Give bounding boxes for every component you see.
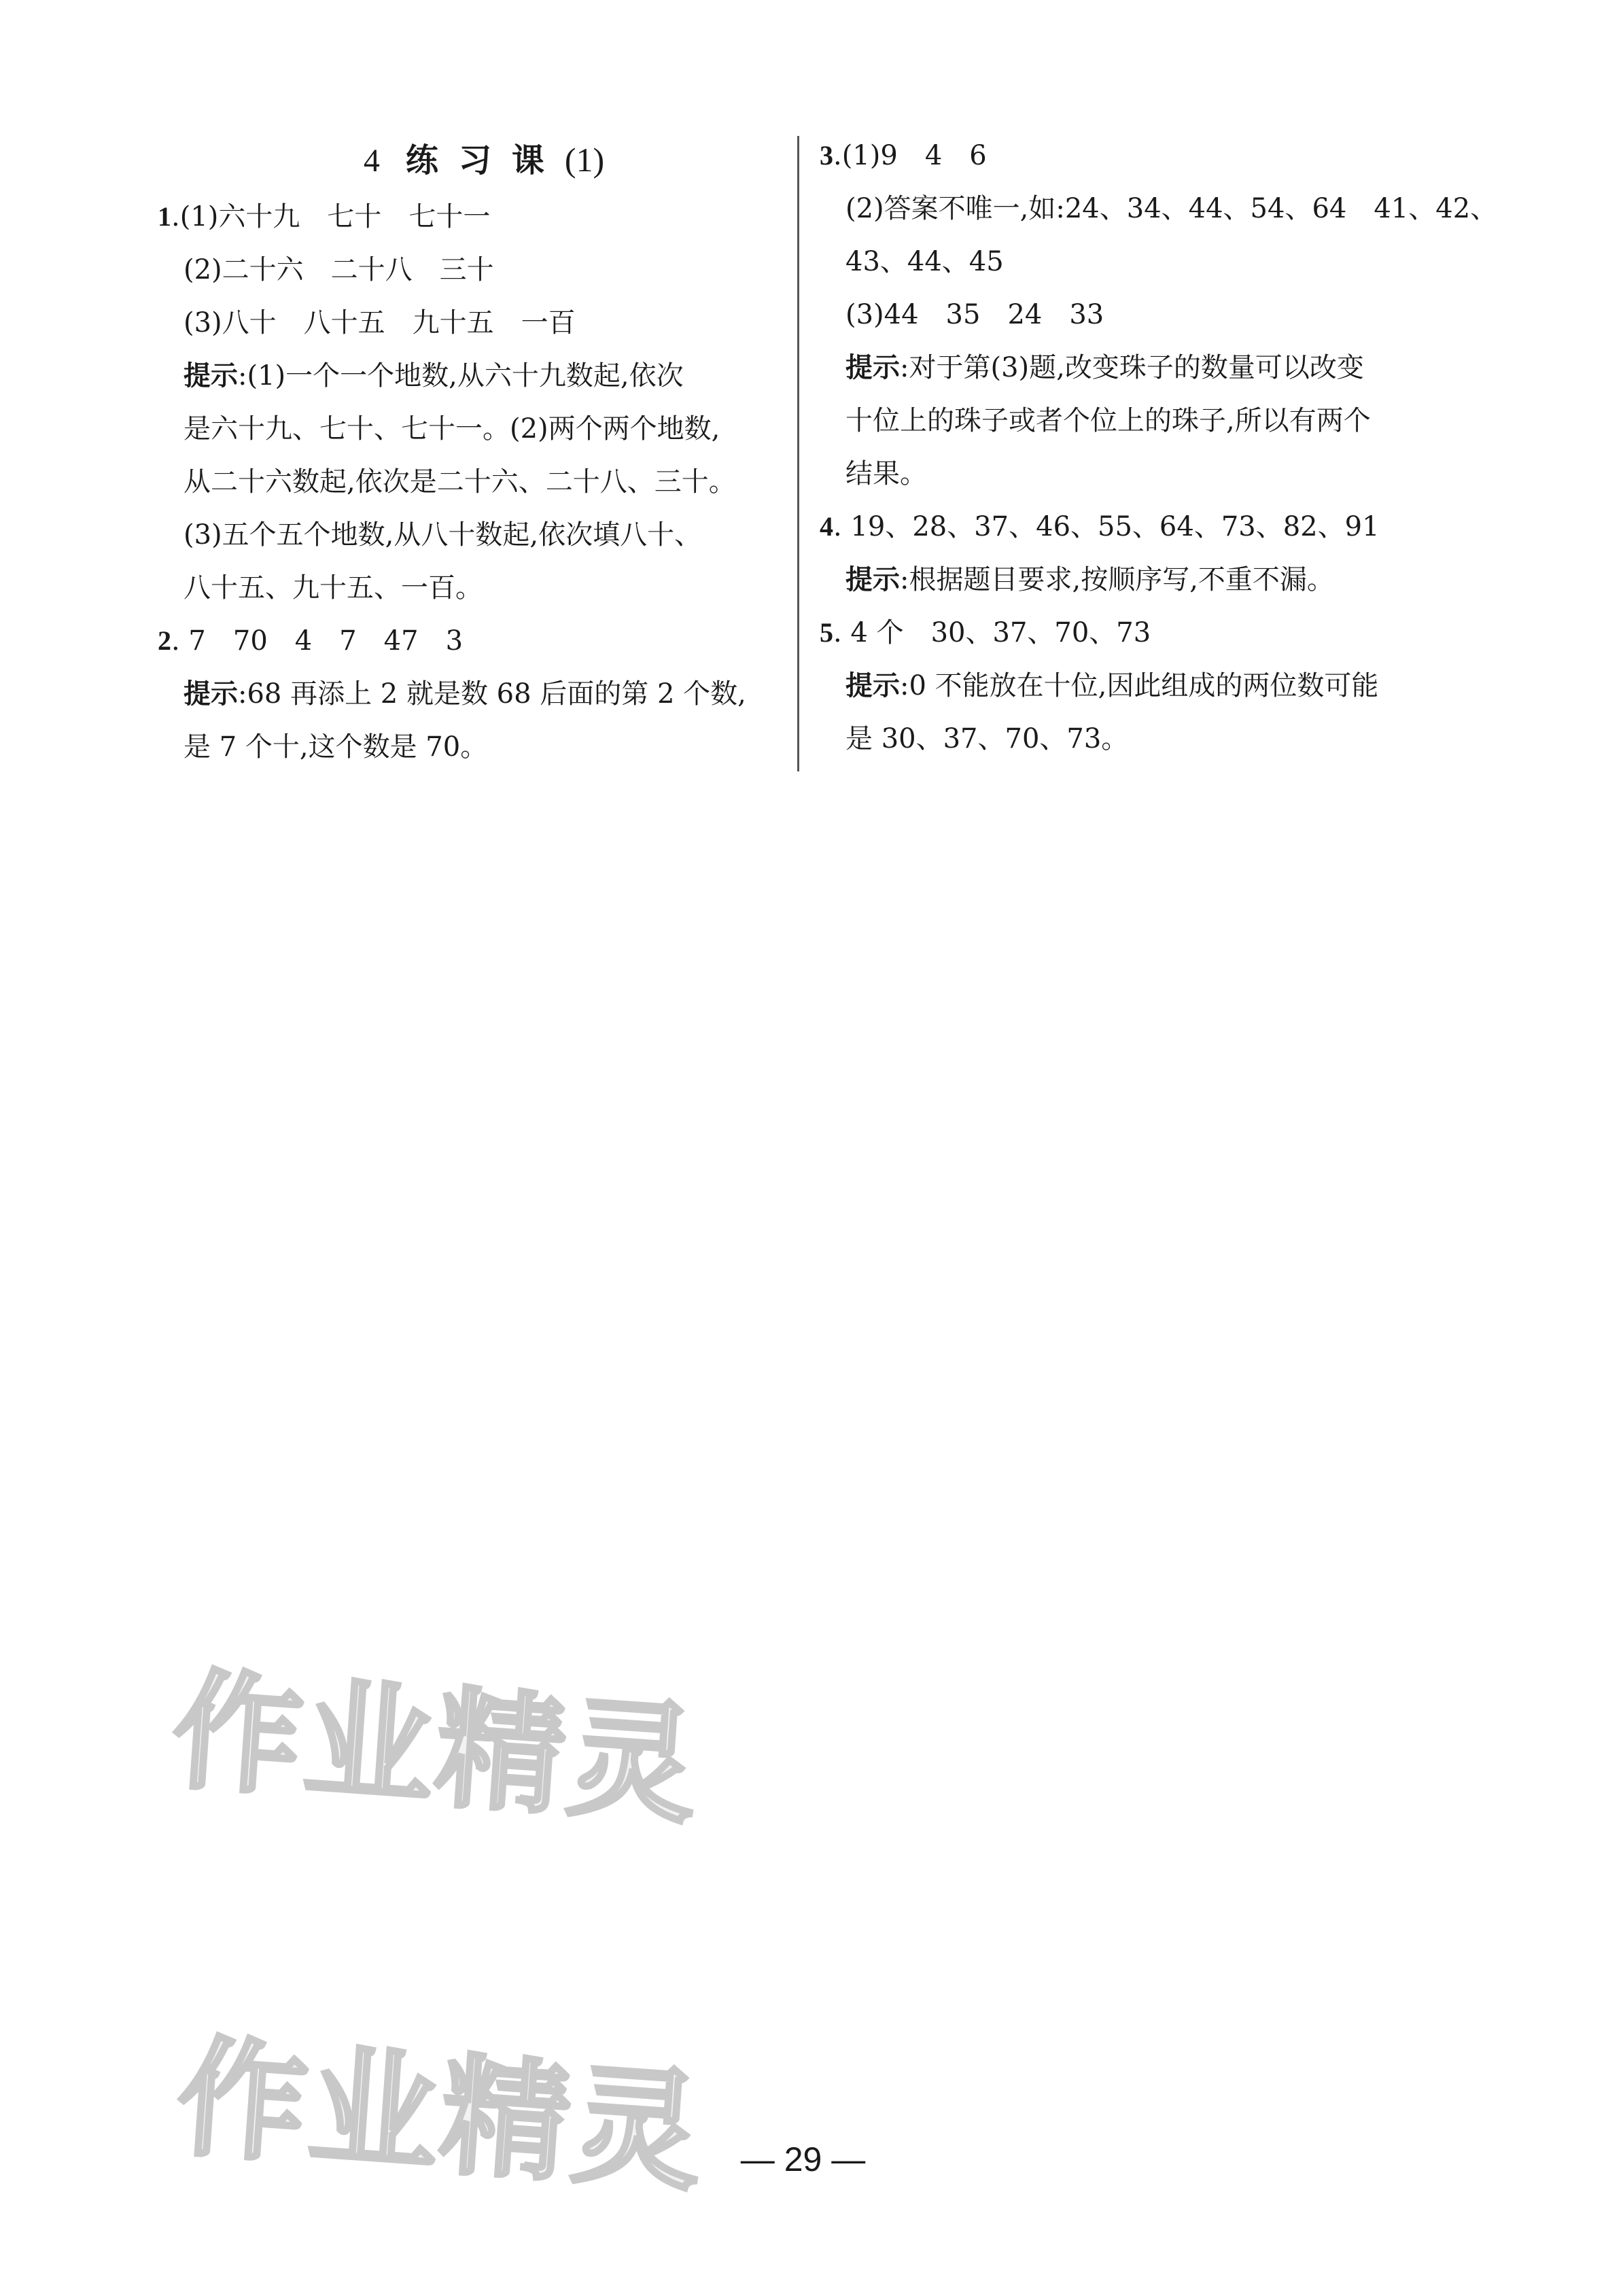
answer-3-line (820, 129, 1459, 182)
hint-text: :0 不能放在十位,因此组成的两位数可能 (900, 670, 1379, 701)
hint-2-line (158, 667, 783, 720)
answer-text: . 19、28、37、46、55、64、73、82、91 (833, 511, 1380, 542)
hint-text: 结果。 (845, 458, 927, 489)
hint-text: 是六十九、七十、七十一。(2)两个两个地数, (184, 413, 720, 445)
hint-label: 提示 (845, 670, 900, 701)
hint-text: 是 30、37、70、73。 (845, 723, 1129, 754)
section-number: 4 (363, 143, 380, 179)
hint-1-line (158, 561, 783, 614)
hint-text: :(1)一个一个地数,从六十九数起,依次 (238, 360, 684, 392)
watermark: 作业精灵 (168, 1655, 705, 1842)
hint-label: 提示 (845, 352, 900, 383)
right-column (820, 129, 1498, 765)
hint-text: 是 7 个十,这个数是 70。 (184, 731, 488, 763)
answer-3-part-2-cont (820, 235, 1459, 288)
answer-text: . 4 个 30、37、70、73 (833, 617, 1151, 648)
question-number: 5 (820, 617, 833, 648)
hint-text: 十位上的珠子或者个位上的珠子,所以有两个 (845, 405, 1371, 436)
hint-label: 提示 (845, 564, 900, 595)
answer-4-line (820, 500, 1459, 553)
answer-2-line (158, 614, 783, 667)
section-title-text: 练习课 (405, 141, 565, 179)
hint-1-line (158, 402, 783, 455)
answer-text: (3)八十 八十五 九十五 一百 (184, 307, 576, 338)
hint-1-line (158, 349, 783, 402)
answer-5-line (820, 606, 1459, 659)
hint-5-line (820, 712, 1459, 765)
answer-text: .(1)9 4 6 (833, 140, 987, 171)
page-number: — 29 — (740, 2140, 866, 2178)
answer-1-line (158, 190, 783, 243)
hint-text: 从二十六数起,依次是二十六、二十八、三十。 (184, 466, 736, 498)
section-suffix: (1) (564, 141, 605, 179)
hint-1-line (158, 508, 783, 561)
answer-1-part-2 (158, 243, 783, 296)
hint-label: 提示 (184, 360, 238, 392)
answer-3-part-2 (820, 182, 1498, 235)
left-column (158, 129, 783, 773)
hint-label: 提示 (184, 678, 238, 710)
hint-3-line (820, 447, 1459, 500)
question-number: 4 (820, 511, 833, 542)
hint-text: :68 再添上 2 就是数 68 后面的第 2 个数, (238, 678, 746, 710)
answer-text: (3)44 35 24 33 (845, 299, 1104, 330)
hint-text: (3)五个五个地数,从八十数起,依次填八十、 (184, 519, 702, 551)
hint-2-line (158, 720, 783, 773)
hint-3-line (820, 394, 1459, 447)
hint-text: :根据题目要求,按顺序写,不重不漏。 (900, 564, 1334, 595)
section-title (158, 129, 783, 190)
hint-text: 八十五、九十五、一百。 (184, 572, 483, 604)
hint-3-line (820, 341, 1459, 394)
answer-3-part-3 (820, 288, 1459, 341)
hint-5-line (820, 659, 1459, 712)
answer-text: . 7 70 4 7 47 3 (171, 625, 464, 657)
answer-text: (2)答案不唯一,如:24、34、44、54、64 41、42、 (845, 193, 1498, 224)
column-divider (797, 136, 799, 771)
question-number: 1 (158, 201, 171, 232)
answer-text: (2)二十六 二十八 三十 (184, 254, 494, 285)
answer-1-part-3 (158, 296, 783, 349)
hint-1-line (158, 455, 783, 508)
answer-text: 43、44、45 (845, 246, 1004, 277)
answer-text: .(1)六十九 七十 七十一 (171, 201, 491, 232)
question-number: 2 (158, 625, 171, 656)
hint-text: :对于第(3)题,改变珠子的数量可以改变 (900, 352, 1364, 383)
hint-4-line (820, 553, 1459, 606)
question-number: 3 (820, 140, 833, 171)
watermark: 作业精灵 (173, 2022, 710, 2209)
